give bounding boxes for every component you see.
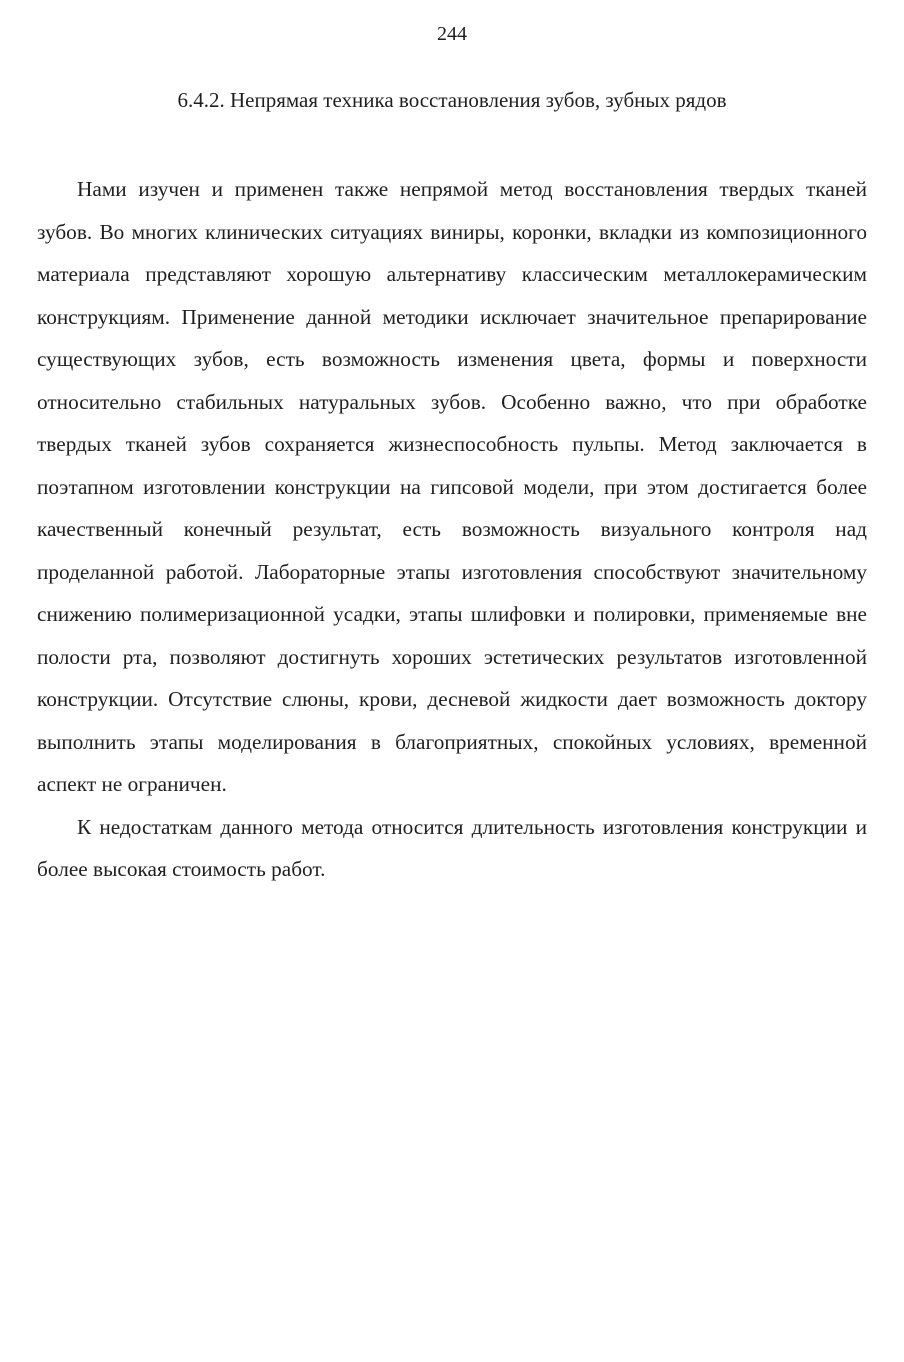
paragraph-indirect-method: Нами изучен и применен также непрямой метод восстановления твердых тканей зубов. Во многих клинических ситуациях виниры, коронки, вкладки из композиционного материала представляют хорошую альтернативу классическим металлокерамическим конструкциям. Применение данной методики исключает значительное препарирование существующих зубов, есть возможность изменения цвета, формы и поверхности относительно стабильных натуральных зубов. Особенно важно, что при обработке твердых тканей зубов сохраняется жизнеспособность пульпы. Метод заключается в поэтапном изготовлении конструкции на гипсовой модели, при этом достигается более качественный конечный результат, есть возможность визуального контроля над проделанной работой. Лабораторные этапы изготовления способствуют значительному снижению полимеризационной усадки, этапы шлифовки и полировки, применяемые вне полости рта, позволяют достигнуть хороших эстетических результатов изготовленной конструкции. Отсутствие слюны, крови, десневой жидкости дает возможность доктору выполнить этапы моделирования в благоприятных, спокойных условиях, временной аспект не ограничен. (37, 177, 867, 796)
paragraph-disadvantages: К недостаткам данного метода относится длительность изготовления конструкции и более высокая стоимость работ. (37, 814, 867, 881)
section-title: 6.4.2. Непрямая техника восстановления зубов, зубных рядов (177, 88, 727, 112)
page-number: 244 (437, 23, 467, 45)
body-text (37, 168, 867, 891)
